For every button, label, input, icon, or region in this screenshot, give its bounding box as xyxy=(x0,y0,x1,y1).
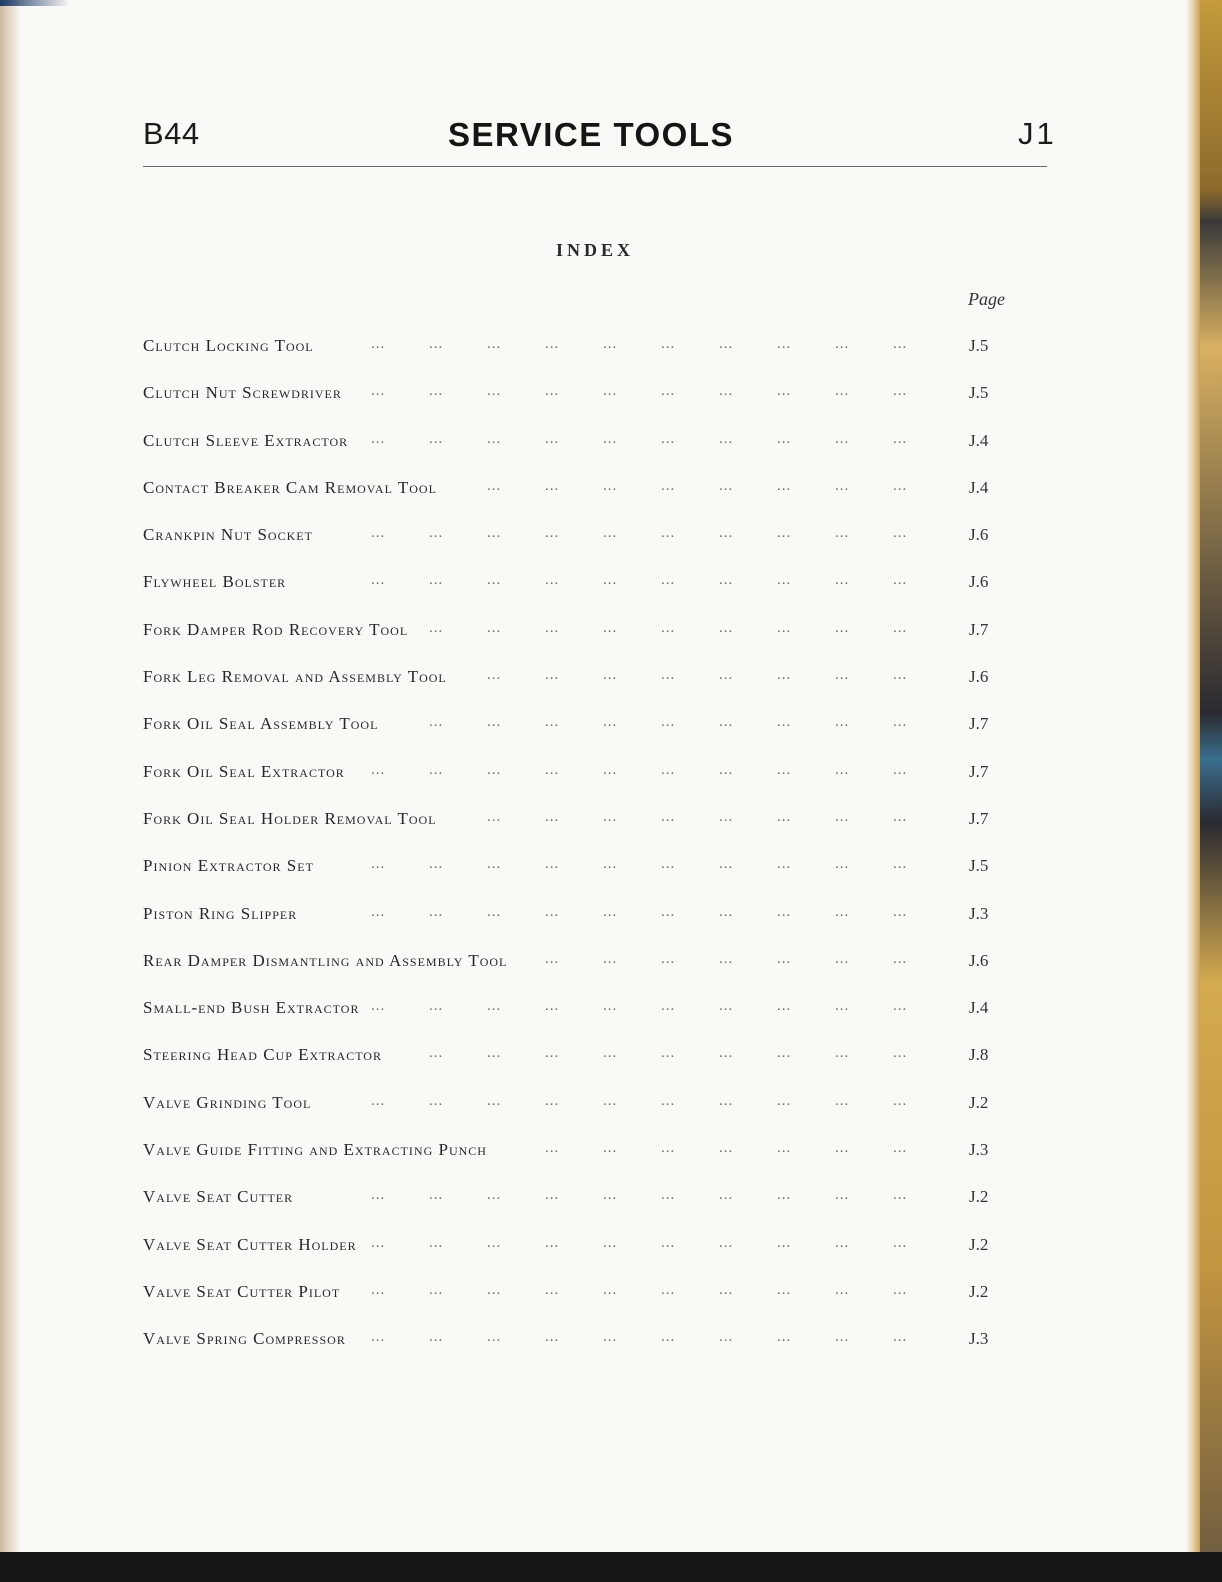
index-entry-page: J.5 xyxy=(969,856,989,876)
leader-dots: ... xyxy=(487,336,502,352)
corner-mark xyxy=(0,0,70,6)
leader-dots: ... xyxy=(603,667,618,684)
leader-dots: ... xyxy=(545,998,560,1015)
leader-dots: ... xyxy=(603,1329,618,1346)
leader-dots: ... xyxy=(777,430,792,447)
leader-dots: ... xyxy=(719,1187,734,1204)
leader-dots: ... xyxy=(429,1092,444,1109)
index-entry xyxy=(143,431,1003,478)
leader-dots: ... xyxy=(835,1234,850,1251)
leader-dots: ... xyxy=(545,856,560,873)
leader-dots: ... xyxy=(545,761,560,778)
leader-dots: ... xyxy=(893,1187,908,1204)
leader-dots: ... xyxy=(545,1329,560,1346)
leader-dots: ... xyxy=(487,525,502,542)
leader-dots: ... xyxy=(777,856,792,873)
leader-dots: ... xyxy=(603,572,618,589)
header-divider xyxy=(143,166,1047,167)
index-entry-name: Valve Grinding Tool xyxy=(143,1092,312,1112)
leader-dots: ... xyxy=(719,903,734,920)
index-entry xyxy=(143,1235,1003,1282)
index-entry-name: Piston Ring Slipper xyxy=(143,903,298,923)
index-entry-page: J.7 xyxy=(969,808,989,828)
index-entry-page: J.7 xyxy=(969,761,989,781)
leader-dots: ... xyxy=(661,477,676,494)
index-entry-page: J.2 xyxy=(969,1187,989,1207)
leader-dots: ... xyxy=(835,572,850,589)
leader-dots: ... xyxy=(487,714,502,731)
leader-dots: ... xyxy=(661,525,676,542)
leader-dots: ... xyxy=(719,430,734,447)
leader-dots: ... xyxy=(603,1281,618,1298)
leader-dots: ... xyxy=(719,572,734,589)
leader-dots: ... xyxy=(719,1092,734,1109)
leader-dots: ... xyxy=(371,998,386,1015)
leader-dots: ... xyxy=(603,1234,618,1251)
leader-dots: ... xyxy=(487,430,502,447)
leader-dots: ... xyxy=(487,619,502,636)
leader-dots: ... xyxy=(719,336,734,352)
leader-dots: ... xyxy=(545,1187,560,1204)
index-entry-page: J.6 xyxy=(969,950,989,970)
leader-dots: ... xyxy=(661,1281,676,1298)
leader-dots: ... xyxy=(429,383,444,400)
leader-dots: ... xyxy=(603,1140,618,1157)
leader-dots: ... xyxy=(429,336,444,352)
leader-dots: ... xyxy=(661,1045,676,1062)
leader-dots: ... xyxy=(545,383,560,400)
leader-dots: ... xyxy=(661,808,676,825)
leader-dots: ... xyxy=(429,1187,444,1204)
leader-dots: ... xyxy=(777,1187,792,1204)
leader-dots: ... xyxy=(661,856,676,873)
leader-dots: ... xyxy=(777,1092,792,1109)
leader-dots: ... xyxy=(719,667,734,684)
leader-dots: ... xyxy=(603,761,618,778)
leader-dots: ... xyxy=(893,525,908,542)
leader-dots: ... xyxy=(429,903,444,920)
index-entry-page: J.2 xyxy=(969,1092,989,1112)
leader-dots: ... xyxy=(893,572,908,589)
leader-dots: ... xyxy=(371,1329,386,1346)
leader-dots: ... xyxy=(371,1234,386,1251)
leader-dots: ... xyxy=(719,950,734,967)
leader-dots: ... xyxy=(487,1234,502,1251)
leader-dots: ... xyxy=(545,1140,560,1157)
leader-dots: ... xyxy=(893,1092,908,1109)
leader-dots: ... xyxy=(603,950,618,967)
index-list xyxy=(143,336,1003,1377)
index-entry-name: Contact Breaker Cam Removal Tool xyxy=(143,477,437,497)
leader-dots: ... xyxy=(777,714,792,731)
leader-dots: ... xyxy=(661,903,676,920)
leader-dots: ... xyxy=(893,1329,908,1346)
index-entry-page: J.4 xyxy=(969,430,989,450)
index-entry-name: Valve Seat Cutter xyxy=(143,1187,294,1207)
leader-dots: ... xyxy=(777,336,792,352)
leader-dots: ... xyxy=(777,1140,792,1157)
leader-dots: ... xyxy=(487,667,502,684)
index-entry xyxy=(143,1045,1003,1092)
leader-dots: ... xyxy=(835,808,850,825)
leader-dots: ... xyxy=(603,525,618,542)
index-entry xyxy=(143,856,1003,903)
leader-dots: ... xyxy=(835,856,850,873)
index-entry-page: J.6 xyxy=(969,667,989,687)
index-entry-name: Crankpin Nut Socket xyxy=(143,525,313,545)
leader-dots: ... xyxy=(719,761,734,778)
index-entry xyxy=(143,572,1003,619)
leader-dots: ... xyxy=(777,761,792,778)
index-entry-name: Valve Seat Cutter Holder xyxy=(143,1234,357,1254)
index-entry-page: J.5 xyxy=(969,383,989,403)
leader-dots: ... xyxy=(487,572,502,589)
leader-dots: ... xyxy=(719,619,734,636)
section-number: J1 xyxy=(1018,116,1057,151)
leader-dots: ... xyxy=(371,903,386,920)
leader-dots: ... xyxy=(893,1281,908,1298)
leader-dots: ... xyxy=(777,525,792,542)
leader-dots: ... xyxy=(661,714,676,731)
index-heading: INDEX xyxy=(555,240,634,260)
leader-dots: ... xyxy=(835,1329,850,1346)
index-entry xyxy=(143,762,1003,809)
leader-dots: ... xyxy=(545,1234,560,1251)
leader-dots: ... xyxy=(835,761,850,778)
index-entry-name: Fork Oil Seal Assembly Tool xyxy=(143,714,379,734)
leader-dots: ... xyxy=(661,1140,676,1157)
leader-dots: ... xyxy=(487,808,502,825)
leader-dots: ... xyxy=(719,1234,734,1251)
leader-dots: ... xyxy=(487,998,502,1015)
leader-dots: ... xyxy=(487,1281,502,1298)
leader-dots: ... xyxy=(545,808,560,825)
index-entry xyxy=(143,620,1003,667)
leader-dots: ... xyxy=(719,477,734,494)
leader-dots: ... xyxy=(777,383,792,400)
leader-dots: ... xyxy=(661,572,676,589)
index-entry-page: J.3 xyxy=(969,1140,989,1160)
index-entry-name: Clutch Sleeve Extractor xyxy=(143,430,349,450)
leader-dots: ... xyxy=(545,667,560,684)
leader-dots: ... xyxy=(429,1281,444,1298)
leader-dots: ... xyxy=(603,619,618,636)
leader-dots: ... xyxy=(661,336,676,352)
index-entry-page: J.7 xyxy=(969,619,989,639)
leader-dots: ... xyxy=(603,714,618,731)
leader-dots: ... xyxy=(777,903,792,920)
leader-dots: ... xyxy=(603,1045,618,1062)
index-entry-name: Small-end Bush Extractor xyxy=(143,998,360,1018)
index-entry xyxy=(143,383,1003,430)
leader-dots: ... xyxy=(893,619,908,636)
index-entry-page: J.3 xyxy=(969,1329,989,1349)
leader-dots: ... xyxy=(893,1234,908,1251)
leader-dots: ... xyxy=(545,714,560,731)
leader-dots: ... xyxy=(371,761,386,778)
leader-dots: ... xyxy=(429,761,444,778)
leader-dots: ... xyxy=(835,430,850,447)
leader-dots: ... xyxy=(835,1281,850,1298)
index-entry xyxy=(143,998,1003,1045)
leader-dots: ... xyxy=(603,856,618,873)
index-entry-page: J.2 xyxy=(969,1281,989,1301)
leader-dots: ... xyxy=(371,572,386,589)
leader-dots: ... xyxy=(545,1045,560,1062)
index-entry-name: Fork Damper Rod Recovery Tool xyxy=(143,619,409,639)
leader-dots: ... xyxy=(777,572,792,589)
leader-dots: ... xyxy=(835,383,850,400)
leader-dots: ... xyxy=(835,477,850,494)
leader-dots: ... xyxy=(429,1234,444,1251)
leader-dots: ... xyxy=(719,808,734,825)
leader-dots: ... xyxy=(487,761,502,778)
leader-dots: ... xyxy=(545,336,560,352)
leader-dots: ... xyxy=(371,525,386,542)
index-entry xyxy=(143,904,1003,951)
leader-dots: ... xyxy=(603,808,618,825)
leader-dots: ... xyxy=(429,998,444,1015)
leader-dots: ... xyxy=(661,667,676,684)
index-entry xyxy=(143,1093,1003,1140)
index-entry-name: Flywheel Bolster xyxy=(143,572,287,592)
index-entry xyxy=(143,809,1003,856)
index-entry-name: Fork Leg Removal and Assembly Tool xyxy=(143,667,447,687)
index-entry-page: J.8 xyxy=(969,1045,989,1065)
leader-dots: ... xyxy=(545,1092,560,1109)
leader-dots: ... xyxy=(719,1281,734,1298)
leader-dots: ... xyxy=(661,619,676,636)
leader-dots: ... xyxy=(661,1092,676,1109)
leader-dots: ... xyxy=(487,477,502,494)
leader-dots: ... xyxy=(777,1329,792,1346)
leader-dots: ... xyxy=(429,430,444,447)
leader-dots: ... xyxy=(661,950,676,967)
leader-dots: ... xyxy=(545,619,560,636)
index-entry xyxy=(143,478,1003,525)
index-entry-name: Clutch Nut Screwdriver xyxy=(143,383,342,403)
leader-dots: ... xyxy=(893,477,908,494)
leader-dots: ... xyxy=(835,1092,850,1109)
leader-dots: ... xyxy=(603,1092,618,1109)
index-entry xyxy=(143,1329,1003,1376)
index-entry-name: Clutch Locking Tool xyxy=(143,336,314,355)
index-entry-name: Valve Spring Compressor xyxy=(143,1329,346,1349)
leader-dots: ... xyxy=(719,1045,734,1062)
leader-dots: ... xyxy=(371,1187,386,1204)
leader-dots: ... xyxy=(893,808,908,825)
index-entry-page: J.7 xyxy=(969,714,989,734)
leader-dots: ... xyxy=(893,383,908,400)
leader-dots: ... xyxy=(429,572,444,589)
leader-dots: ... xyxy=(777,808,792,825)
index-entry-page: J.6 xyxy=(969,572,989,592)
leader-dots: ... xyxy=(545,430,560,447)
leader-dots: ... xyxy=(893,856,908,873)
leader-dots: ... xyxy=(777,1045,792,1062)
leader-dots: ... xyxy=(893,714,908,731)
leader-dots: ... xyxy=(835,336,850,352)
leader-dots: ... xyxy=(371,336,386,352)
index-entry-page: J.5 xyxy=(969,336,989,355)
leader-dots: ... xyxy=(487,903,502,920)
leader-dots: ... xyxy=(661,1234,676,1251)
leader-dots: ... xyxy=(835,1140,850,1157)
index-entry-page: J.6 xyxy=(969,525,989,545)
leader-dots: ... xyxy=(371,1092,386,1109)
leader-dots: ... xyxy=(893,667,908,684)
leader-dots: ... xyxy=(777,1234,792,1251)
page-title: SERVICE TOOLS xyxy=(448,116,735,153)
leader-dots: ... xyxy=(661,1329,676,1346)
index-entry-name: Steering Head Cup Extractor xyxy=(143,1045,382,1065)
leader-dots: ... xyxy=(719,1140,734,1157)
leader-dots: ... xyxy=(661,761,676,778)
leader-dots: ... xyxy=(835,998,850,1015)
leader-dots: ... xyxy=(545,950,560,967)
leader-dots: ... xyxy=(719,1329,734,1346)
leader-dots: ... xyxy=(603,430,618,447)
leader-dots: ... xyxy=(835,1187,850,1204)
leader-dots: ... xyxy=(893,998,908,1015)
leader-dots: ... xyxy=(487,856,502,873)
leader-dots: ... xyxy=(603,477,618,494)
leader-dots: ... xyxy=(893,430,908,447)
leader-dots: ... xyxy=(545,903,560,920)
leader-dots: ... xyxy=(545,1281,560,1298)
leader-dots: ... xyxy=(719,714,734,731)
index-entry xyxy=(143,667,1003,714)
leader-dots: ... xyxy=(777,477,792,494)
index-entry xyxy=(143,951,1003,998)
page-column-label: Page xyxy=(968,289,1005,309)
leader-dots: ... xyxy=(893,336,908,352)
leader-dots: ... xyxy=(777,619,792,636)
index-entry-name: Valve Guide Fitting and Extracting Punch xyxy=(143,1140,487,1160)
leader-dots: ... xyxy=(487,1045,502,1062)
leader-dots: ... xyxy=(545,572,560,589)
leader-dots: ... xyxy=(487,1329,502,1346)
leader-dots: ... xyxy=(429,1045,444,1062)
index-entry-name: Rear Damper Dismantling and Assembly Tool xyxy=(143,950,508,970)
leader-dots: ... xyxy=(429,1329,444,1346)
index-entry-name: Fork Oil Seal Holder Removal Tool xyxy=(143,808,437,828)
leader-dots: ... xyxy=(835,525,850,542)
scan-bottom-border xyxy=(0,1552,1222,1582)
leader-dots: ... xyxy=(777,950,792,967)
leader-dots: ... xyxy=(661,998,676,1015)
leader-dots: ... xyxy=(835,619,850,636)
leader-dots: ... xyxy=(893,903,908,920)
leader-dots: ... xyxy=(487,1092,502,1109)
leader-dots: ... xyxy=(545,525,560,542)
leader-dots: ... xyxy=(487,383,502,400)
leader-dots: ... xyxy=(719,525,734,542)
leader-dots: ... xyxy=(777,998,792,1015)
index-entry-page: J.4 xyxy=(969,477,989,497)
index-entry-name: Fork Oil Seal Extractor xyxy=(143,761,345,781)
leader-dots: ... xyxy=(719,383,734,400)
index-entry-page: J.2 xyxy=(969,1234,989,1254)
leader-dots: ... xyxy=(835,714,850,731)
index-entry-name: Pinion Extractor Set xyxy=(143,856,314,876)
book-edge xyxy=(1200,0,1222,1582)
leader-dots: ... xyxy=(777,1281,792,1298)
leader-dots: ... xyxy=(429,714,444,731)
leader-dots: ... xyxy=(661,383,676,400)
leader-dots: ... xyxy=(603,998,618,1015)
leader-dots: ... xyxy=(719,998,734,1015)
leader-dots: ... xyxy=(835,1045,850,1062)
leader-dots: ... xyxy=(893,1045,908,1062)
leader-dots: ... xyxy=(371,1281,386,1298)
leader-dots: ... xyxy=(429,856,444,873)
index-entry xyxy=(143,714,1003,761)
index-entry-page: J.3 xyxy=(969,903,989,923)
index-entry xyxy=(143,336,1003,383)
leader-dots: ... xyxy=(487,1187,502,1204)
leader-dots: ... xyxy=(545,477,560,494)
index-entry-name: Valve Seat Cutter Pilot xyxy=(143,1281,341,1301)
leader-dots: ... xyxy=(661,1187,676,1204)
index-entry-page: J.4 xyxy=(969,998,989,1018)
leader-dots: ... xyxy=(719,856,734,873)
leader-dots: ... xyxy=(429,619,444,636)
model-code: B44 xyxy=(143,116,200,151)
leader-dots: ... xyxy=(661,430,676,447)
leader-dots: ... xyxy=(371,383,386,400)
leader-dots: ... xyxy=(603,903,618,920)
index-entry xyxy=(143,1282,1003,1329)
leader-dots: ... xyxy=(603,1187,618,1204)
index-entry xyxy=(143,1140,1003,1187)
leader-dots: ... xyxy=(777,667,792,684)
leader-dots: ... xyxy=(893,950,908,967)
leader-dots: ... xyxy=(835,903,850,920)
leader-dots: ... xyxy=(603,383,618,400)
book-spine-shadow xyxy=(0,0,20,1552)
page-right-edge xyxy=(1186,0,1200,1552)
leader-dots: ... xyxy=(371,430,386,447)
leader-dots: ... xyxy=(429,525,444,542)
index-entry xyxy=(143,525,1003,572)
leader-dots: ... xyxy=(835,667,850,684)
leader-dots: ... xyxy=(371,856,386,873)
index-entry xyxy=(143,1187,1003,1234)
leader-dots: ... xyxy=(893,1140,908,1157)
leader-dots: ... xyxy=(603,336,618,352)
leader-dots: ... xyxy=(893,761,908,778)
leader-dots: ... xyxy=(835,950,850,967)
